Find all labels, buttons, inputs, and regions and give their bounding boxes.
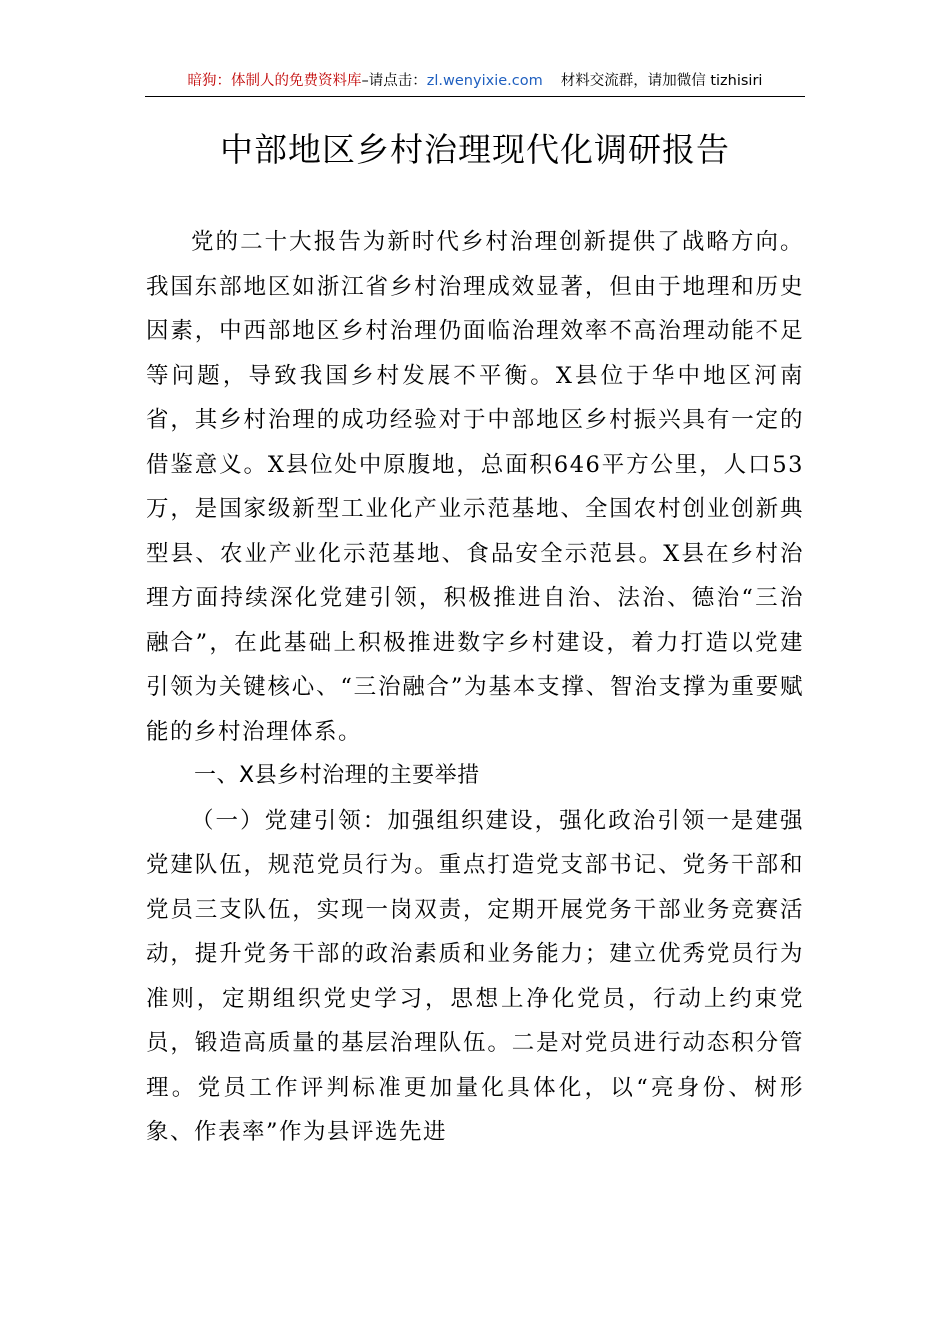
header-brand-text: 暗狗：体制人的免费资料库 — [187, 73, 362, 89]
header-group-note: 材料交流群，请加微信 tizhisiri — [560, 73, 763, 89]
page-header — [145, 66, 805, 97]
header-click-prompt: –请点击： — [361, 73, 427, 89]
document-body — [146, 220, 804, 1155]
section-1-paragraph: （一）党建引领：加强组织建设，强化政治引领一是建强党建队伍，规范党员行为。重点打造党支部书记、党务干部和党员三支队伍，实现一岗双责，定期开展党务干部业务竞赛活动，提升党务干部的政治素质和业务能力；建立优秀党员行为准则，定期组织党史学习，思想上净化党员，行动上约束党员，锻造高质量的基层治理队伍。二是对党员进行动态积分管理。党员工作评判标准更加量化具体化，以“亮身份、树形象、作表率”作为县评选先进 — [146, 807, 804, 1145]
intro-paragraph: 党的二十大报告为新时代乡村治理创新提供了战略方向。我国东部地区如浙江省乡村治理成效显著，但由于地理和历史因素，中西部地区乡村治理仍面临治理效率不高治理动能不足等问题，导致我国乡村发展不平衡。X县位于华中地区河南省，其乡村治理的成功经验对于中部地区乡村振兴具有一定的借鉴意义。X县位处中原腹地，总面积646平方公里，人口53万，是国家级新型工业化产业示范基地、全国农村创业创新典型县、农业产业化示范基地、食品安全示范县。X县在乡村治理方面持续深化党建引领，积极推进自治、法治、德治“三治融合”，在此基础上积极推进数字乡村建设，着力打造以党建引领为关键核心、“三治融合”为基本支撑、智治支撑为重要赋能的乡村治理体系。 — [146, 229, 804, 745]
document-title: 中部地区乡村治理现代化调研报告 — [220, 130, 730, 169]
section-1-heading: 一、X县乡村治理的主要举措 — [194, 763, 480, 788]
header-website-link[interactable]: zl.wenyixie.com — [426, 73, 543, 89]
